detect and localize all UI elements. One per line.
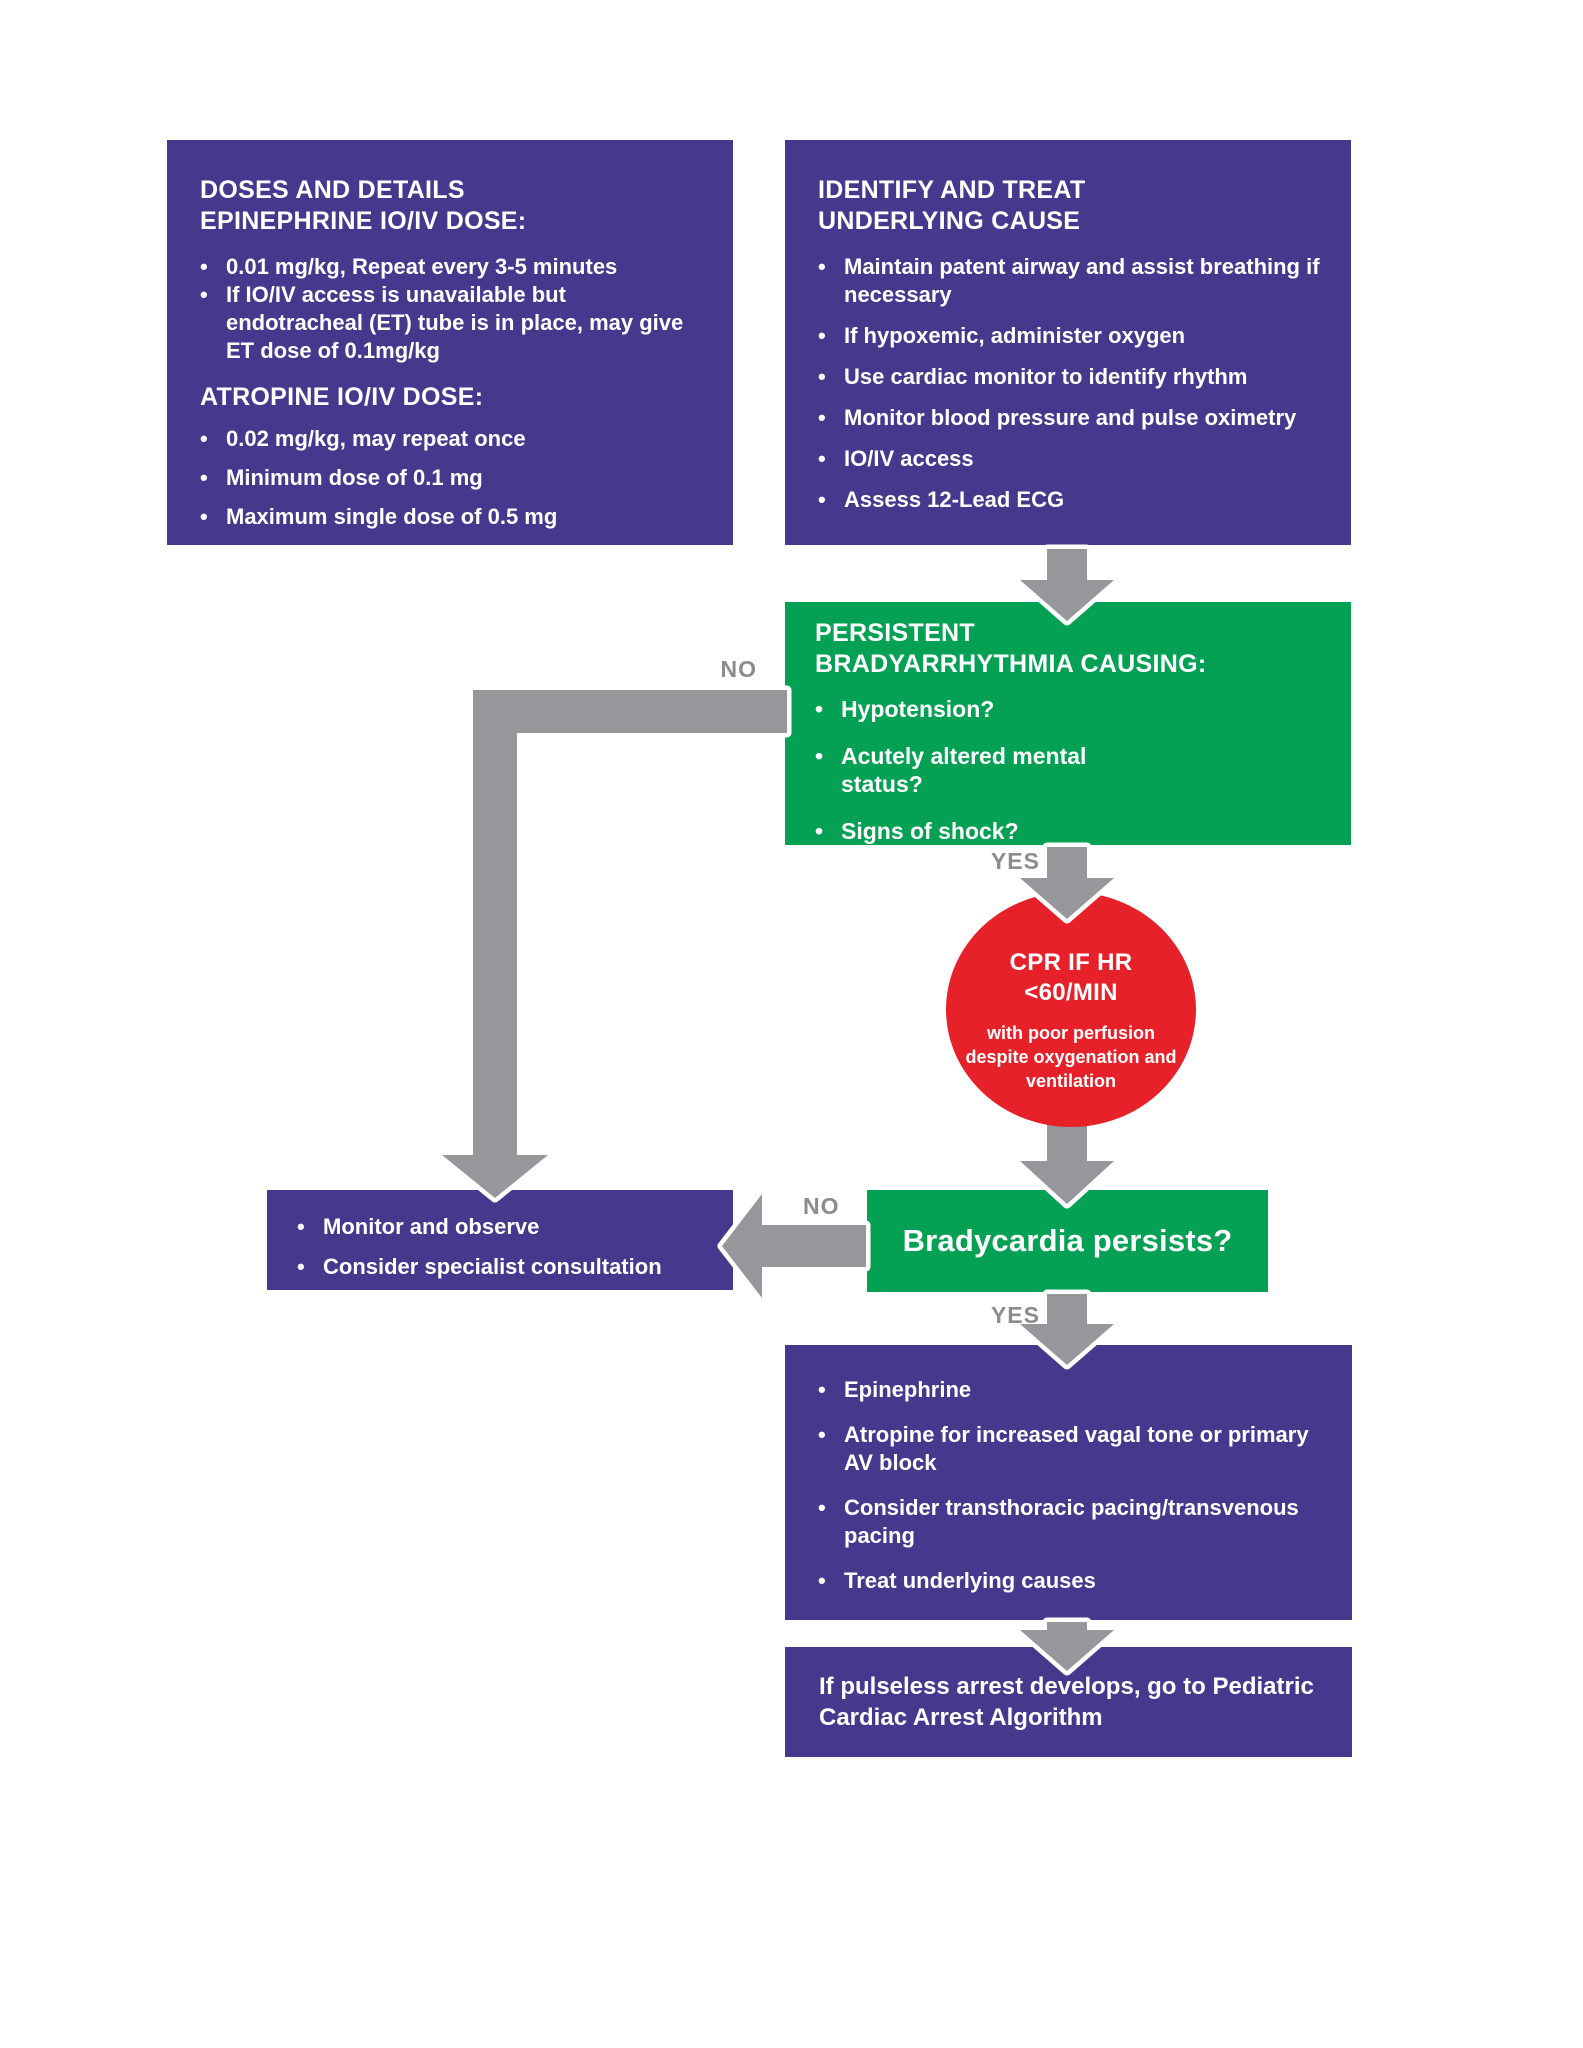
list-item: • IO/IV access xyxy=(818,446,974,471)
cpr-title-line1: CPR IF HR xyxy=(1009,949,1133,976)
list-item: • Hypotension? xyxy=(815,696,995,722)
bullet-icon: • xyxy=(200,254,208,279)
bullet-icon: • xyxy=(297,1254,305,1279)
bullet-icon: • xyxy=(815,743,824,769)
cpr-title-line2: <60/MIN xyxy=(1024,979,1118,1006)
arrow-treatment-to-arrest xyxy=(1020,1622,1114,1671)
bullet-icon: • xyxy=(297,1214,305,1239)
bradycardia-question: Bradycardia persists? xyxy=(902,1223,1233,1258)
list-item: • 0.02 mg/kg, may repeat once xyxy=(200,426,526,451)
bullet-icon: • xyxy=(200,426,208,451)
list-item: • Consider specialist consultation xyxy=(297,1252,729,1282)
list-item: • If hypoxemic, administer oxygen xyxy=(818,323,1186,348)
list-item: • Use cardiac monitor to identify rhythm xyxy=(818,364,1248,389)
bullet-icon: • xyxy=(818,364,826,389)
bullet-icon: • xyxy=(818,405,826,430)
atropine-heading: ATROPINE IO/IV DOSE: xyxy=(200,383,484,411)
identify-title-line2: UNDERLYING CAUSE xyxy=(818,207,1081,235)
persistent-title-line1: PERSISTENT xyxy=(815,619,975,647)
list-item: • Epinephrine xyxy=(818,1377,972,1402)
pulseless-text: If pulseless arrest develops, go to Pediatric Cardiac Arrest Algorithm xyxy=(819,1673,1314,1731)
bullet-icon: • xyxy=(200,504,208,529)
arrow-no-long-path xyxy=(442,690,787,1198)
bullet-icon: • xyxy=(818,1377,826,1402)
arrow-identify-to-persistent xyxy=(1020,549,1114,621)
bullet-icon: • xyxy=(818,323,826,348)
bullet-icon: • xyxy=(818,446,826,471)
bullet-icon: • xyxy=(818,1422,826,1447)
bullet-icon: • xyxy=(815,818,824,844)
bullet-icon: • xyxy=(818,1568,826,1593)
no-label-persistent: NO xyxy=(720,656,757,682)
doses-title: DOSES AND DETAILS xyxy=(200,176,465,204)
list-item: • Signs of shock? xyxy=(815,818,1019,844)
bullet-icon: • xyxy=(200,282,208,307)
epinephrine-heading: EPINEPHRINE IO/IV DOSE: xyxy=(200,207,527,235)
list-item: • Treat underlying causes xyxy=(818,1568,1096,1593)
list-item: • Assess 12-Lead ECG xyxy=(818,487,1065,512)
arrow-no-to-monitor xyxy=(722,1194,866,1298)
no-label-bradycardia: NO xyxy=(803,1193,840,1219)
identify-title-line1: IDENTIFY AND TREAT xyxy=(818,176,1086,204)
list-item: • Monitor and observe xyxy=(297,1212,729,1242)
yes-label-persistent: YES xyxy=(990,848,1040,874)
list-item: • Maintain patent airway and assist breathing if necessary xyxy=(818,254,1320,307)
bullet-icon: • xyxy=(818,1495,826,1520)
list-item: • Minimum dose of 0.1 mg xyxy=(200,465,483,490)
bullet-icon: • xyxy=(818,254,826,279)
bullet-icon: • xyxy=(815,696,824,722)
list-item: • Maximum single dose of 0.5 mg xyxy=(200,504,558,529)
bullet-icon: • xyxy=(200,465,208,490)
list-item: • Acutely altered mental status? xyxy=(815,743,1087,797)
cpr-subtext: with poor perfusion despite oxygenation and ventilation xyxy=(965,1023,1177,1091)
list-item: • Monitor blood pressure and pulse oximetry xyxy=(818,405,1297,430)
persistent-title-line2: BRADYARRHYTHMIA CAUSING: xyxy=(815,650,1207,678)
list-item: • If IO/IV access is unavailable but endotracheal (ET) tube is in place, may give ET dose of 0.1mg/kg xyxy=(200,282,684,363)
list-item: • Atropine for increased vagal tone or primary AV block xyxy=(818,1422,1309,1475)
list-item: • 0.01 mg/kg, Repeat every 3-5 minutes xyxy=(200,254,618,279)
bullet-icon: • xyxy=(818,487,826,512)
list-item: • Consider transthoracic pacing/transvenous pacing xyxy=(818,1495,1299,1548)
yes-label-bradycardia: YES xyxy=(990,1302,1040,1328)
